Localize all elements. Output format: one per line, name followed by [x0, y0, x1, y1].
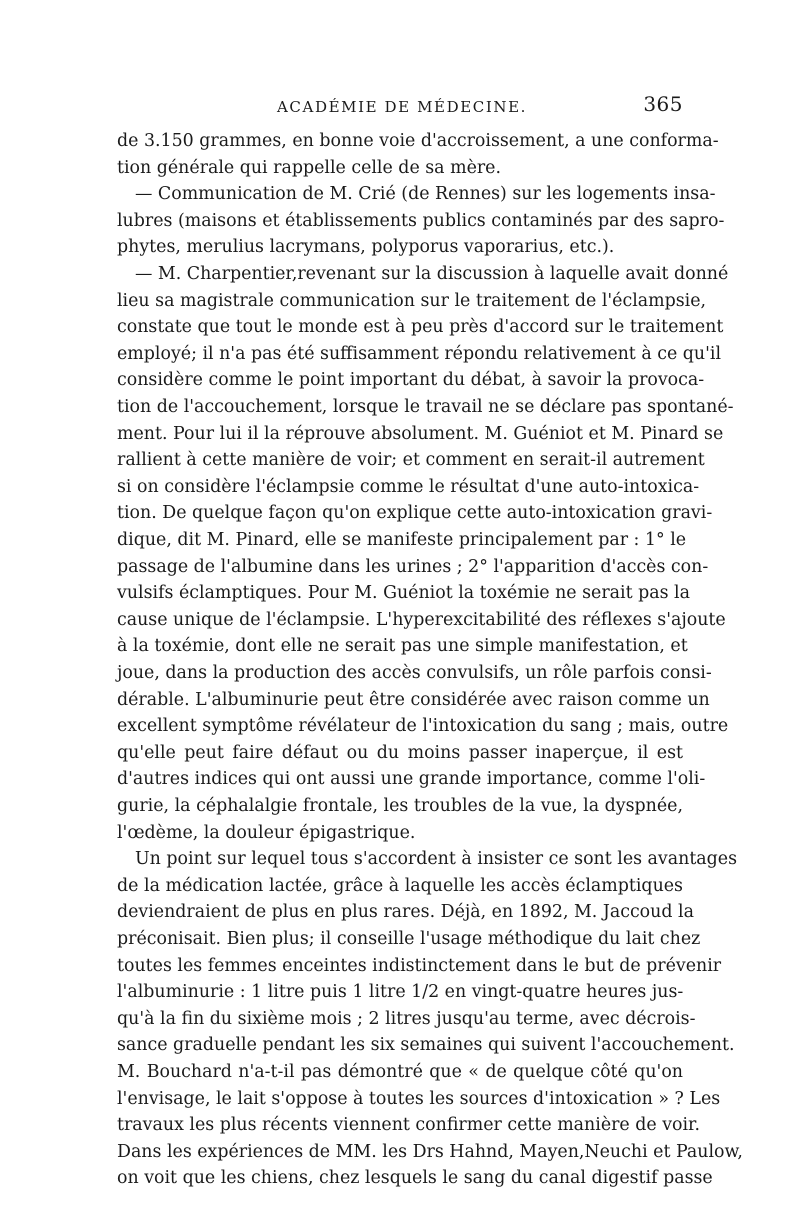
text-line: travaux les plus récents viennent confirmer cette manière de voir. [117, 1115, 700, 1136]
text-line: sance graduelle pendant les six semaines qui suivent l'accouchement. [117, 1035, 735, 1056]
text-line: Un point sur lequel tous s'accordent à insister ce sont les avantages [135, 849, 738, 870]
text-line: si on considère l'éclampsie comme le résultat d'une auto-intoxica- [117, 476, 700, 497]
text-line: gurie, la céphalalgie frontale, les troubles de la vue, la dyspnée, [117, 796, 683, 816]
text-line: tion de l'accouchement, lorsque le travail ne se déclare pas spontané- [117, 397, 734, 417]
text-line: passage de l'albumine dans les urines ; 2° l'apparition d'accès con- [117, 556, 709, 577]
text-line: dérable. L'albuminurie peut être considérée avec raison comme un [117, 689, 710, 710]
text-line: deviendraient de plus en plus rares. Déjà, en 1892, M. Jaccoud la [117, 902, 694, 923]
text-line: considère comme le point important du débat, à savoir la provoca- [117, 370, 705, 391]
text-line: rallient à cette manière de voir; et comment en serait-il autrement [117, 450, 705, 471]
text-line: préconisait. Bien plus; il conseille l'usage méthodique du lait chez [117, 929, 701, 949]
text-line: lieu sa magistrale communication sur le traitement de l'éclampsie, [117, 290, 707, 311]
text-line: tion générale qui rappelle celle de sa mère. [117, 157, 501, 178]
text-line: qu'à la fin du sixième mois ; 2 litres jusqu'au terme, avec décrois- [117, 1008, 696, 1029]
text-line: l'envisage, le lait s'oppose à toutes les sources d'intoxication » ? Les [117, 1088, 721, 1109]
text-line: constate que tout le monde est à peu près d'accord sur le traitement [117, 317, 724, 338]
text-line: dique, dit M. Pinard, elle se manifeste principalement par : 1° le [117, 530, 687, 550]
text-line: cause unique de l'éclampsie. L'hyperexcitabilité des réflexes s'ajoute [117, 609, 726, 630]
text-line: M. Bouchard n'a-t-il pas démontré que « de quelque côté qu'on [117, 1062, 683, 1082]
running-title: ACADÉMIE DE MÉDECINE. [277, 98, 527, 116]
text-line: on voit que les chiens, chez lesquels le sang du canal digestif passe [117, 1168, 713, 1189]
text-line: à la toxémie, dont elle ne serait pas une simple manifestation, et [117, 636, 688, 657]
text-line: Dans les expériences de MM. les Drs Hahnd, Mayen,Neuchi et Paulow, [117, 1141, 743, 1162]
text-line: excellent symptôme révélateur de l'intoxication du sang ; mais, outre [117, 716, 729, 737]
running-head [117, 92, 683, 126]
text-line: phytes, merulius lacrymans, polyporus vaporarius, etc.). [117, 237, 615, 258]
text-line: joue, dans la production des accès convulsifs, un rôle parfois consi- [117, 663, 712, 683]
text-line: tion. De quelque façon qu'on explique cette auto-intoxication gravi- [117, 503, 713, 524]
text-line: l'œdème, la douleur épigastrique. [117, 822, 416, 843]
text-line: employé; il n'a pas été suffisamment répondu relativement à ce qu'il [117, 343, 722, 364]
text-line: ment. Pour lui il la réprouve absolument. M. Guéniot et M. Pinard se [117, 423, 724, 444]
text-line: de la médication lactée, grâce à laquelle les accès éclamptiques [117, 875, 683, 896]
text-line: l'albuminurie : 1 litre puis 1 litre 1/2 en vingt-quatre heures jus- [117, 982, 684, 1003]
text-line: de 3.150 grammes, en bonne voie d'accroissement, a une conforma- [117, 131, 719, 151]
text-line: qu'elle peut faire défaut ou du moins passer inaperçue, il est [117, 742, 683, 763]
text-line: vulsifs éclamptiques. Pour M. Guéniot la toxémie ne serait pas la [117, 583, 690, 604]
text-line: lubres (maisons et établissements publics contaminés par des sapro- [117, 210, 725, 231]
text-line: d'autres indices qui ont aussi une grande importance, comme l'oli- [117, 769, 706, 790]
text-line: — Communication de M. Crié (de Rennes) sur les logements insa- [135, 184, 716, 205]
text-line: toutes les femmes enceintes indistinctement dans le but de prévenir [117, 955, 722, 976]
page-number: 365 [643, 92, 683, 116]
text-line: — M. Charpentier,revenant sur la discussion à laquelle avait donné [135, 264, 729, 284]
